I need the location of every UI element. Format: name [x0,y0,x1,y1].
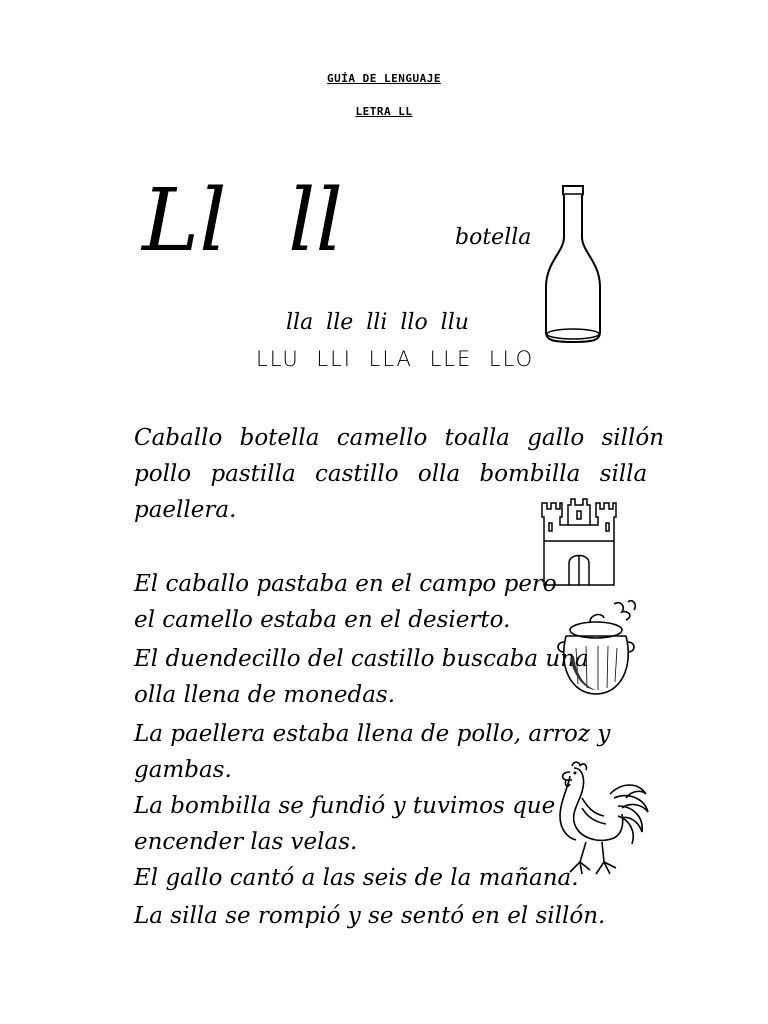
sentence-8: encender las velas. [134,829,358,855]
page-title: GUÍA DE LENGUAJE [327,72,441,85]
sentence-9: El gallo cantó a las seis de la mañana. [134,865,579,891]
sentence-10: La silla se rompió y se sentó en el sillón. [134,903,606,929]
page-subtitle: LETRA LL [355,105,413,118]
sentence-1: El caballo pastaba en el campo pero [134,571,557,597]
pot-icon [554,598,646,698]
sentence-6: gambas. [134,757,232,783]
sentence-5: La paellera estaba llena de pollo, arroz y [134,721,611,747]
sentence-4: olla llena de monedas. [134,682,396,708]
syllables-lowercase: lla lle lli llo llu [286,310,469,335]
word-list-line-3: paellera. [134,497,237,523]
word-list-line-2: pollo pastilla castillo olla bombilla silla [134,461,648,487]
word-example: botella [455,225,532,250]
syllables-uppercase: LLU LLI LLA LLE LLO [256,347,535,371]
rooster-icon [552,758,652,883]
bottle-icon [538,182,608,347]
uppercase-letter: Ll [142,171,227,271]
word-list-line-1: Caballo botella camello toalla gallo sillón [134,425,665,451]
sentence-3: El duendecillo del castillo buscaba una [134,646,589,672]
sentence-7: La bombilla se fundió y tuvimos que [134,793,556,819]
lowercase-letter: ll [288,171,344,271]
sentence-2: el camello estaba en el desierto. [134,607,511,633]
